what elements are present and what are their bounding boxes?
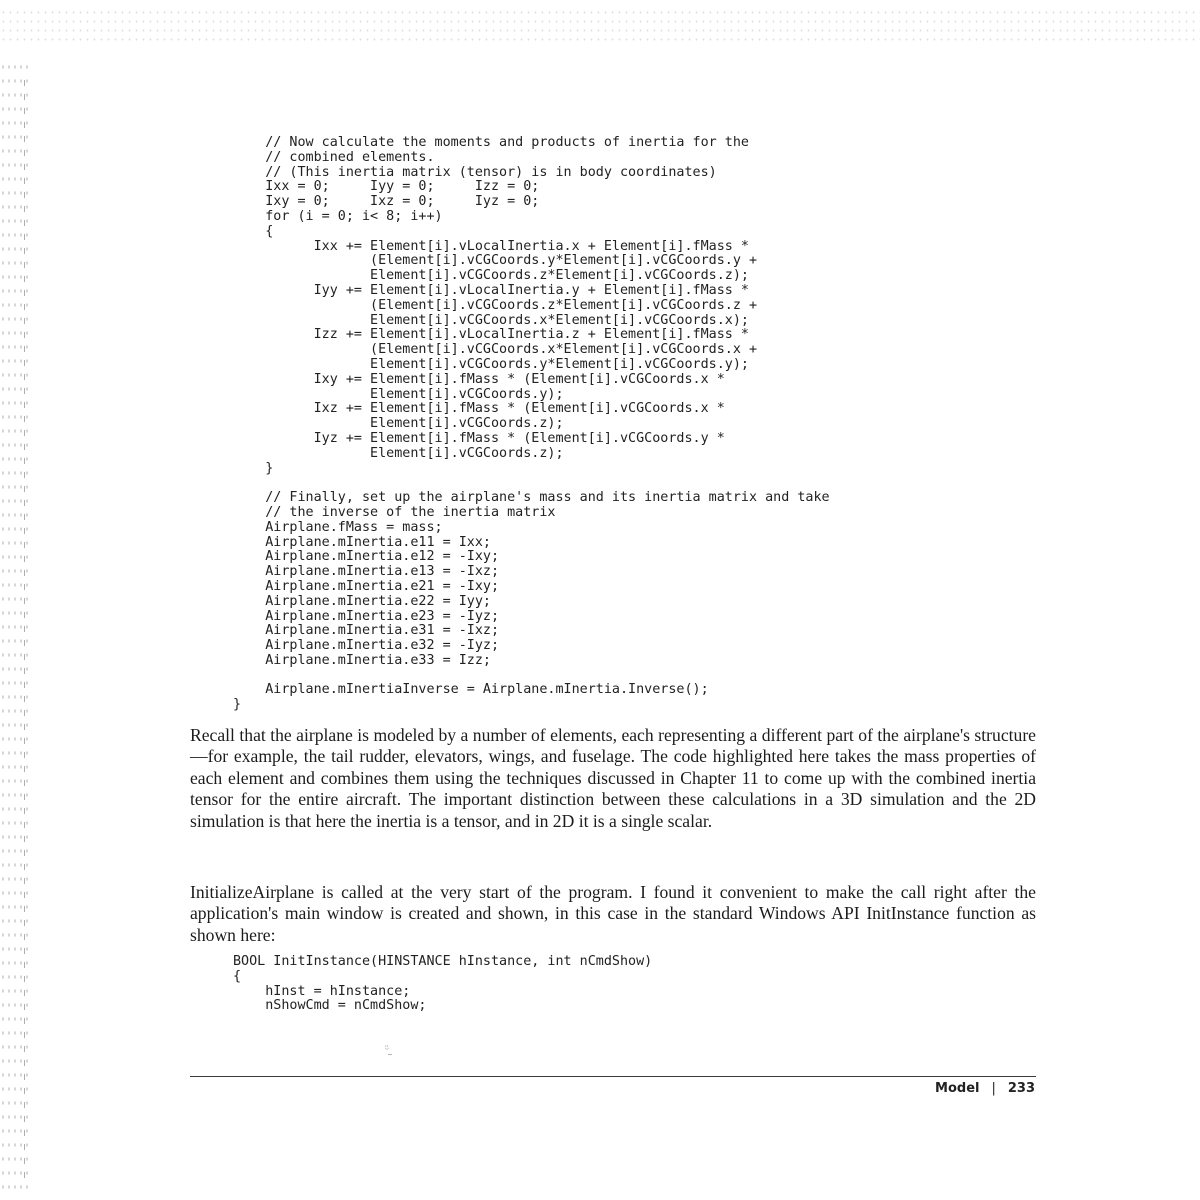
body-paragraph: InitializeAirplane is called at the very start of the program. I found it convenient to make the call right after the application's main window is created and shown, in this case in the standard Windows API InitInstance function as shown here:: [190, 882, 1036, 945]
body-paragraph: Recall that the airplane is modeled by a number of elements, each representing a different part of the airplane's structure—for example, the tail rudder, elevators, wings, and fuselage. The code highlighted here takes the mass properties of each element and combines them using the techniques discussed in Chapter 11 to come up with the combined inertia tensor for the entire aircraft. The important distinction between these calculations in a 3D simulation and the 2D simulation is that here the inertia is a tensor, and in 2D it is a single scalar.: [190, 725, 1036, 831]
footer-separator: |: [991, 1081, 996, 1096]
code-listing-initinstance: BOOL InitInstance(HINSTANCE hInstance, int nCmdShow) { hInst = hInstance; nShowCmd = nCmdShow;: [233, 954, 653, 1014]
scan-mark: ᵕ̈ ̫: [385, 1045, 393, 1056]
scan-edge: [24, 80, 25, 1180]
footer-rule: [190, 1076, 1036, 1077]
page-number: 233: [1007, 1081, 1035, 1096]
scan-noise-left: [0, 60, 30, 1190]
scan-noise-top: [0, 8, 1200, 42]
footer-section-title: Model: [935, 1081, 980, 1096]
code-listing-inertia: // Now calculate the moments and products of inertia for the // combined elements. // (This inertia matrix (tensor) is in body coordinates) Ixx = 0; Iyy = 0; Izz = 0; Ixy = 0; Ixz = 0; Iyz = 0; for (i = 0; i< 8; i++) { Ixx += Element[i].vLocalInertia.x + Element[i].fMass * (Element[i].vCGCoords.y*Element[i].vCGCoords.y + Element[i].vCGCoords.z*Element[i].vCGCoords.z); Iyy += Element[i].vLocalInertia.y + Element[i].fMass * (Element[i].vCGCoords.z*Element[i].vCGCoords.z + Element[i].vCGCoords.x*Element[i].vCGCoords.x); Izz += Element[i].vLocalInertia.z + Element[i].fMass * (Element[i].vCGCoords.x*Element[i].vCGCoords.x + Element[i].vCGCoords.y*Element[i].vCGCoords.y); Ixy += Element[i].fMass * (Element[i].vCGCoords.x * Element[i].vCGCoords.y); Ixz += Element[i].fMass * (Element[i].vCGCoords.x * Element[i].vCGCoords.z); Iyz += Element[i].fMass * (Element[i].vCGCoords.y * Element[i].vCGCoords.z); } // Finally, set up the airplane's mass and its inertia matrix and take // the inverse of the inertia matrix Airplane.fMass = mass; Airplane.mInertia.e11 = Ixx; Airplane.mInertia.e12 = -Ixy; Airplane.mInertia.e13 = -Ixz; Airplane.mInertia.e21 = -Ixy; Airplane.mInertia.e22 = Iyy; Airplane.mInertia.e23 = -Iyz; Airplane.mInertia.e31 = -Ixz; Airplane.mInertia.e32 = -Iyz; Airplane.mInertia.e33 = Izz; Airplane.mInertiaInverse = Airplane.mInertia.Inverse(); }: [233, 135, 830, 713]
page-footer: [935, 1081, 1035, 1096]
